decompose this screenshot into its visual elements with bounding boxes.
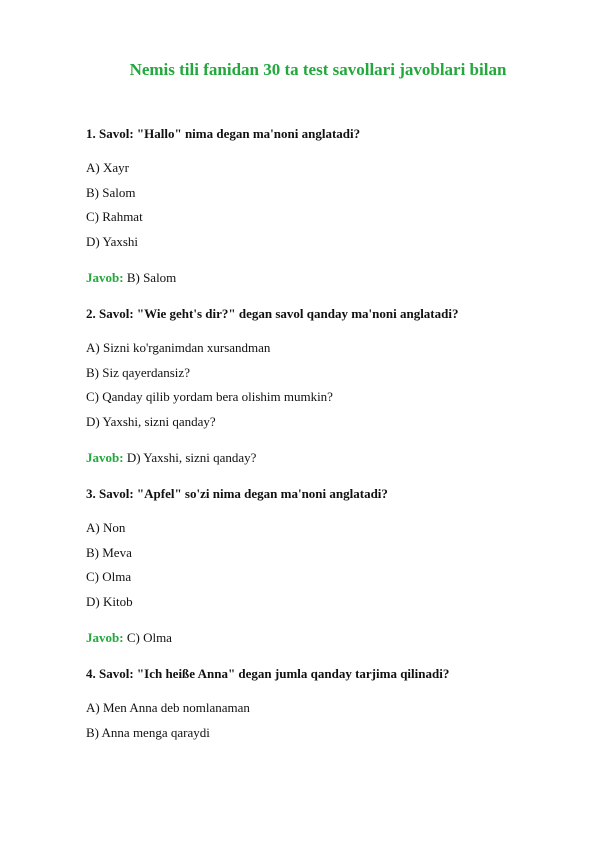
question-block xyxy=(86,124,556,288)
question-text: 3. Savol: "Apfel" so'zi nima degan ma'noni anglatadi? xyxy=(86,486,388,501)
answer-line xyxy=(86,628,556,648)
answer-line xyxy=(86,268,556,288)
option-item: B) Anna menga qaraydi xyxy=(86,724,210,740)
option-item: C) Olma xyxy=(86,569,132,584)
answer-label: Javob: xyxy=(86,630,124,645)
answer-label: Javob: xyxy=(86,270,124,285)
document-title: Nemis tili fanidan 30 ta test savollari javoblari bilan xyxy=(129,60,507,79)
answer-value: C) Olma xyxy=(126,630,172,645)
option-item: B) Meva xyxy=(86,544,132,560)
option-item: D) Kitob xyxy=(86,593,133,609)
question-block xyxy=(86,484,556,648)
options-list xyxy=(86,698,556,747)
answer-label: Javob: xyxy=(86,450,124,465)
answer-value: D) Yaxshi, sizni qanday? xyxy=(126,450,257,465)
question-block xyxy=(86,664,556,747)
option-item: A) Xayr xyxy=(86,160,129,175)
option-item: A) Non xyxy=(86,520,126,535)
option-item: A) Men Anna deb nomlanaman xyxy=(86,700,250,715)
answer-line xyxy=(86,448,556,468)
question-text: 1. Savol: "Hallo" nima degan ma'noni anglatadi? xyxy=(86,126,361,141)
option-item: D) Yaxshi xyxy=(86,233,139,249)
option-item: C) Qanday qilib yordam bera olishim mumkin? xyxy=(86,389,333,404)
options-list xyxy=(86,158,556,256)
question-block xyxy=(86,304,556,468)
option-item: B) Siz qayerdansiz? xyxy=(86,364,190,380)
option-item: D) Yaxshi, sizni qanday? xyxy=(86,413,216,429)
questions-list xyxy=(86,124,556,763)
options-list xyxy=(86,518,556,616)
option-item: A) Sizni ko'rganimdan xursandman xyxy=(86,340,271,355)
option-item: B) Salom xyxy=(86,184,136,200)
question-text: 2. Savol: "Wie geht's dir?" degan savol qanday ma'noni anglatadi? xyxy=(86,306,459,321)
answer-value: B) Salom xyxy=(126,270,177,285)
options-list xyxy=(86,338,556,436)
option-item: C) Rahmat xyxy=(86,209,143,224)
question-text: 4. Savol: "Ich heiße Anna" degan jumla qanday tarjima qilinadi? xyxy=(86,666,450,681)
